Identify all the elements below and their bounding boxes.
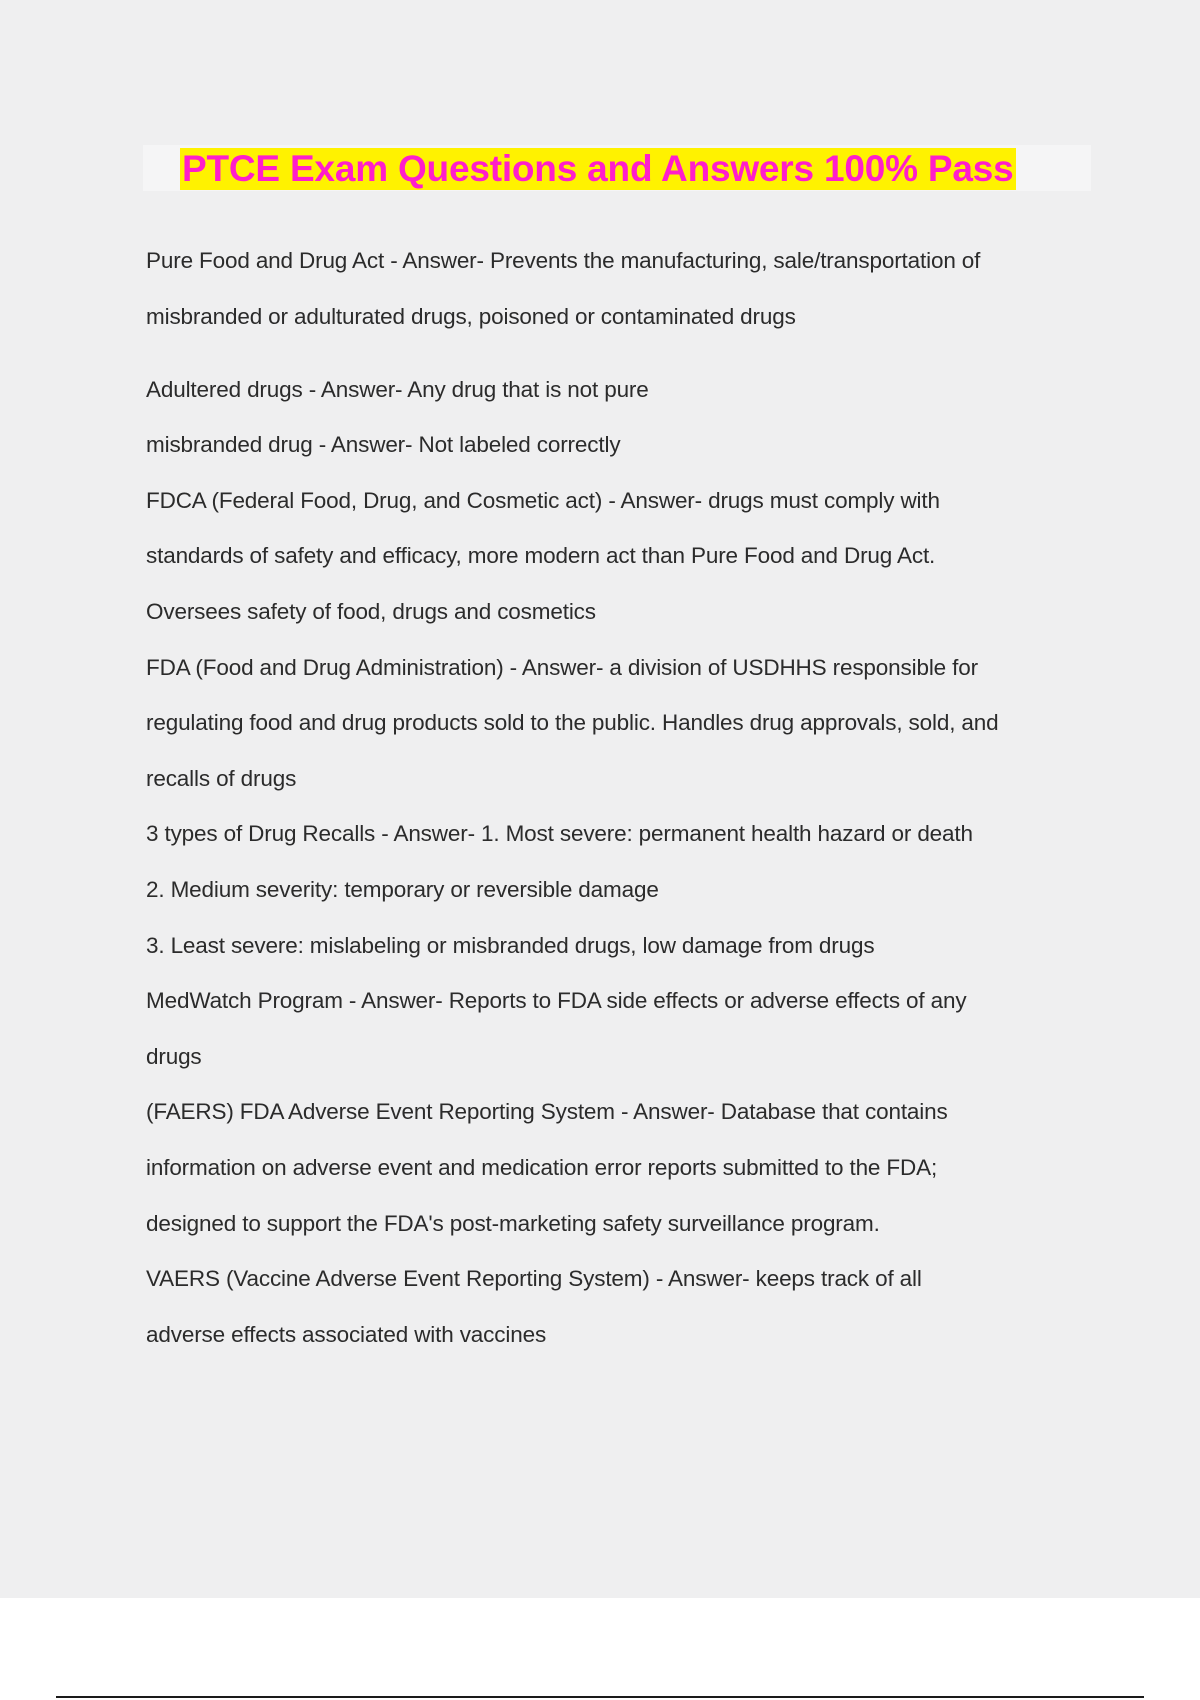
- text-line: 3. Least severe: mislabeling or misbranded drugs, low damage from drugs: [146, 933, 875, 958]
- footer-divider: [56, 1696, 1144, 1698]
- text-line: standards of safety and efficacy, more modern act than Pure Food and Drug Act.: [146, 543, 936, 568]
- text-line: VAERS (Vaccine Adverse Event Reporting System) - Answer- keeps track of all: [146, 1266, 922, 1291]
- text-line: (FAERS) FDA Adverse Event Reporting System - Answer- Database that contains: [146, 1099, 948, 1124]
- document-title: PTCE Exam Questions and Answers 100% Pass: [182, 148, 1014, 189]
- text-line: regulating food and drug products sold to the public. Handles drug approvals, sold, and: [146, 710, 999, 735]
- text-line: information on adverse event and medication error reports submitted to the FDA;: [146, 1155, 938, 1180]
- text-line: misbranded or adulturated drugs, poisoned or contaminated drugs: [146, 304, 796, 329]
- text-line: MedWatch Program - Answer- Reports to FDA side effects or adverse effects of any: [146, 988, 967, 1013]
- text-line: adverse effects associated with vaccines: [146, 1322, 547, 1347]
- text-line: recalls of drugs: [146, 766, 297, 791]
- text-line: Pure Food and Drug Act - Answer- Prevents the manufacturing, sale/transportation of: [146, 248, 981, 273]
- text-line: Oversees safety of food, drugs and cosmetics: [146, 599, 596, 624]
- text-line: FDCA (Federal Food, Drug, and Cosmetic act) - Answer- drugs must comply with: [146, 488, 940, 513]
- text-line: misbranded drug - Answer- Not labeled correctly: [146, 432, 621, 457]
- text-line: 2. Medium severity: temporary or reversible damage: [146, 877, 659, 902]
- text-line: FDA (Food and Drug Administration) - Answer- a division of USDHHS responsible for: [146, 655, 978, 680]
- text-line: Adultered drugs - Answer- Any drug that is not pure: [146, 377, 649, 402]
- text-line: designed to support the FDA's post-marketing safety surveillance program.: [146, 1211, 880, 1236]
- text-line: 3 types of Drug Recalls - Answer- 1. Most severe: permanent health hazard or death: [146, 821, 973, 846]
- text-line: drugs: [146, 1044, 202, 1069]
